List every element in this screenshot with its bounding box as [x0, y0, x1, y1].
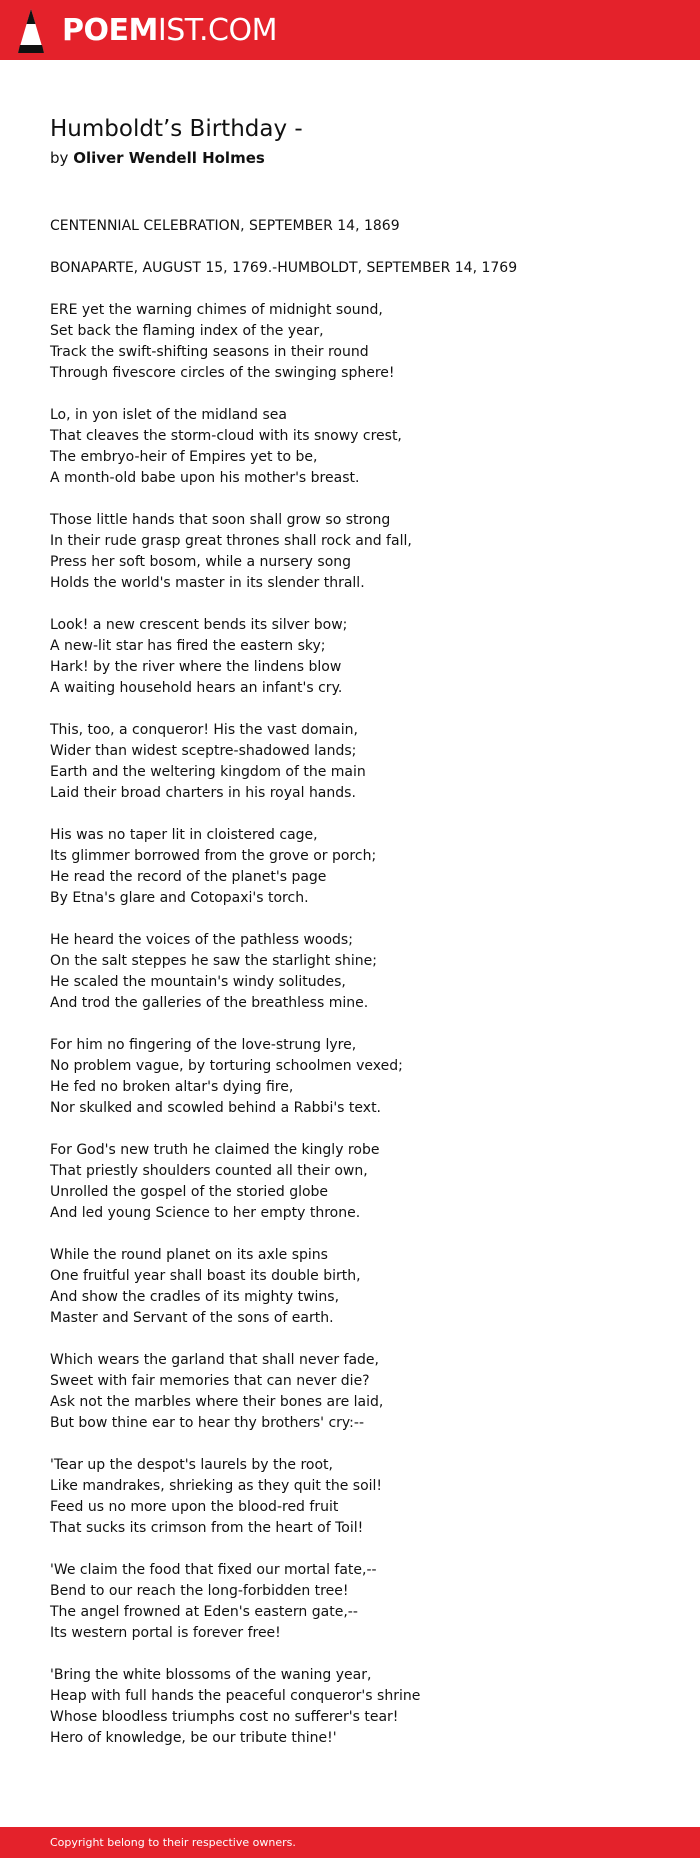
- poem-line: Ask not the marbles where their bones are laid,: [50, 1394, 384, 1410]
- stanza: [50, 1350, 670, 1434]
- poem-line: Those little hands that soon shall grow so strong: [50, 512, 391, 528]
- poem-line: While the round planet on its axle spins: [50, 1247, 328, 1263]
- poem-line: CENTENNIAL CELEBRATION, SEPTEMBER 14, 1869: [50, 218, 400, 234]
- poem-line: Press her soft bosom, while a nursery song: [50, 554, 352, 570]
- poem-line: BONAPARTE, AUGUST 15, 1769.-HUMBOLDT, SEPTEMBER 14, 1769: [50, 260, 518, 276]
- poem-line: Track the swift-shifting seasons in their round: [50, 344, 369, 360]
- poem-line: Its glimmer borrowed from the grove or porch;: [50, 848, 377, 864]
- poem-line: That sucks its crimson from the heart of Toil!: [50, 1520, 364, 1536]
- stanza: [50, 1140, 670, 1224]
- poem-line: Nor skulked and scowled behind a Rabbi's text.: [50, 1100, 382, 1116]
- poem-line: A waiting household hears an infant's cry.: [50, 680, 343, 696]
- stanza: [50, 615, 670, 699]
- poem-line: On the salt steppes he saw the starlight shine;: [50, 953, 377, 969]
- poem-line: Lo, in yon islet of the midland sea: [50, 407, 287, 423]
- logo-wordmark: [62, 9, 277, 53]
- site-logo[interactable]: [18, 9, 277, 53]
- poem-line: For him no fingering of the love-strung lyre,: [50, 1037, 357, 1053]
- stanza: [50, 1245, 670, 1329]
- poem-line: A new-lit star has fired the eastern sky;: [50, 638, 326, 654]
- poem-line: 'We claim the food that fixed our mortal fate,--: [50, 1562, 377, 1578]
- stanza: [50, 1665, 670, 1749]
- poem-line: A month-old babe upon his mother's breast.: [50, 470, 360, 486]
- poem-line: His was no taper lit in cloistered cage,: [50, 827, 318, 843]
- poem-line: That priestly shoulders counted all their own,: [50, 1163, 368, 1179]
- poem-title: Humboldt’s Birthday -: [50, 116, 303, 142]
- poem-line: He read the record of the planet's page: [50, 869, 327, 885]
- stanza: [50, 258, 670, 279]
- poem-line: And trod the galleries of the breathless mine.: [50, 995, 369, 1011]
- poem-line: Hark! by the river where the lindens blow: [50, 659, 342, 675]
- poem-line: Earth and the weltering kingdom of the main: [50, 764, 366, 780]
- stanza: [50, 300, 670, 384]
- stanza: [50, 1035, 670, 1119]
- poem-line: He heard the voices of the pathless woods;: [50, 932, 353, 948]
- poem-line: By Etna's glare and Cotopaxi's torch.: [50, 890, 309, 906]
- poem-line: Which wears the garland that shall never fade,: [50, 1352, 379, 1368]
- poem-line: In their rude grasp great thrones shall rock and fall,: [50, 533, 412, 549]
- stanza: [50, 1560, 670, 1644]
- byline: [50, 146, 670, 170]
- poem-line: Look! a new crescent bends its silver bow;: [50, 617, 348, 633]
- poem-line: Wider than widest sceptre-shadowed lands;: [50, 743, 357, 759]
- stanza: [50, 216, 670, 237]
- poem-line: The embryo-heir of Empires yet to be,: [50, 449, 318, 465]
- pencil-icon: [18, 9, 44, 53]
- poem-line: That cleaves the storm-cloud with its snowy crest,: [50, 428, 402, 444]
- poem-line: One fruitful year shall boast its double birth,: [50, 1268, 361, 1284]
- poem-line: He fed no broken altar's dying fire,: [50, 1079, 294, 1095]
- stanza: [50, 720, 670, 804]
- poem-line: Like mandrakes, shrieking as they quit the soil!: [50, 1478, 383, 1494]
- poem-line: Laid their broad charters in his royal hands.: [50, 785, 356, 801]
- poem-line: He scaled the mountain's windy solitudes,: [50, 974, 346, 990]
- by-label: by: [50, 149, 69, 167]
- poem-line: Holds the world's master in its slender thrall.: [50, 575, 365, 591]
- poem-line: Unrolled the gospel of the storied globe: [50, 1184, 329, 1200]
- poem-line: ERE yet the warning chimes of midnight sound,: [50, 302, 383, 318]
- stanza: [50, 930, 670, 1014]
- poem-line: Hero of knowledge, be our tribute thine!': [50, 1730, 337, 1746]
- poem-line: And show the cradles of its mighty twins,: [50, 1289, 340, 1305]
- stanza: [50, 510, 670, 594]
- poem-line: Heap with full hands the peaceful conqueror's shrine: [50, 1688, 421, 1704]
- poem-body: [50, 216, 670, 1749]
- site-footer: [0, 1827, 700, 1858]
- site-header: [0, 0, 700, 60]
- poem-line: Bend to our reach the long-forbidden tree!: [50, 1583, 349, 1599]
- poem-line: This, too, a conqueror! His the vast domain,: [50, 722, 358, 738]
- poem-line: Master and Servant of the sons of earth.: [50, 1310, 334, 1326]
- poem-line: No problem vague, by torturing schoolmen vexed;: [50, 1058, 403, 1074]
- stanza: [50, 825, 670, 909]
- logo-wordmark-light: IST.COM: [157, 13, 277, 48]
- poem-line: The angel frowned at Eden's eastern gate,--: [50, 1604, 358, 1620]
- poem-container: [50, 112, 670, 1770]
- logo-wordmark-bold: POEM: [62, 13, 158, 48]
- author-link[interactable]: Oliver Wendell Holmes: [73, 149, 265, 167]
- poem-line: Sweet with fair memories that can never die?: [50, 1373, 370, 1389]
- poem-line: 'Bring the white blossoms of the waning year,: [50, 1667, 372, 1683]
- poem-line: Set back the flaming index of the year,: [50, 323, 324, 339]
- poem-line: And led young Science to her empty throne.: [50, 1205, 361, 1221]
- poem-line: Its western portal is forever free!: [50, 1625, 281, 1641]
- poem-line: But bow thine ear to hear thy brothers' cry:--: [50, 1415, 364, 1431]
- poem-line: Through fivescore circles of the swinging sphere!: [50, 365, 395, 381]
- poem-line: For God's new truth he claimed the kingly robe: [50, 1142, 380, 1158]
- poem-line: Feed us no more upon the blood-red fruit: [50, 1499, 339, 1515]
- stanza: [50, 405, 670, 489]
- poem-line: 'Tear up the despot's laurels by the root,: [50, 1457, 333, 1473]
- poem-line: Whose bloodless triumphs cost no sufferer's tear!: [50, 1709, 399, 1725]
- stanza: [50, 1455, 670, 1539]
- copyright-text: Copyright belong to their respective owners.: [50, 1836, 296, 1849]
